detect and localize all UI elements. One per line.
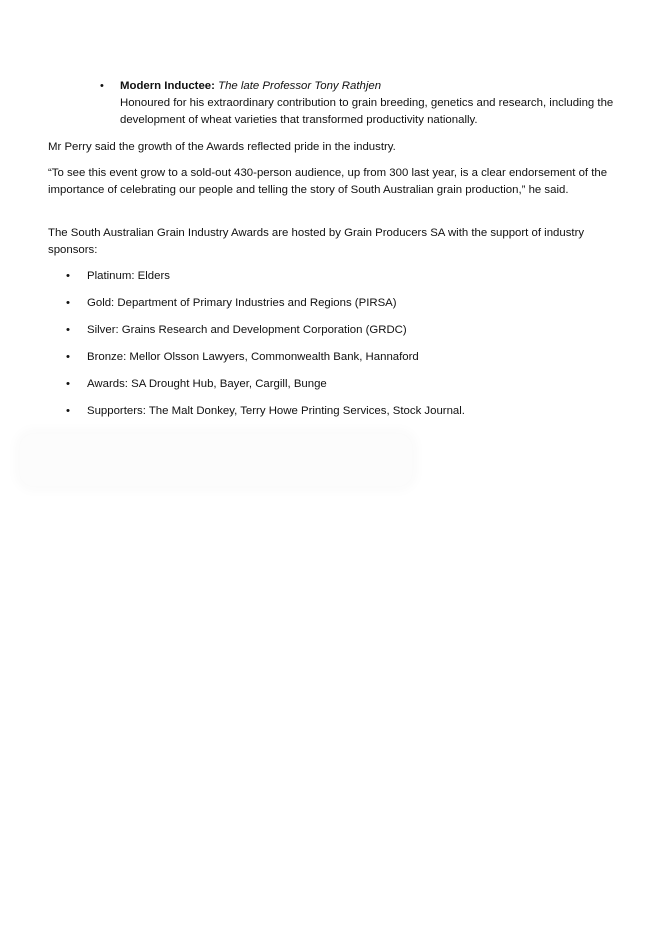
- bullet-icon: •: [100, 80, 104, 92]
- faint-shadow-box: [20, 434, 412, 486]
- bullet-icon: •: [66, 405, 70, 417]
- sponsor-text: Supporters: The Malt Donkey, Terry Howe Printing Services, Stock Journal.: [87, 405, 465, 417]
- sponsor-item-bronze: [66, 349, 626, 366]
- sponsor-item-platinum: [66, 268, 626, 285]
- sponsor-text: Platinum: Elders: [87, 270, 170, 282]
- bullet-icon: •: [66, 324, 70, 336]
- growth-paragraph: Mr Perry said the growth of the Awards reflected pride in the industry.: [48, 141, 396, 153]
- sponsor-item-silver: [66, 322, 626, 339]
- bullet-icon: •: [66, 297, 70, 309]
- modern-inductee-label: Modern Inductee:: [120, 80, 215, 92]
- modern-inductee-content: [120, 78, 620, 129]
- bullet-icon: •: [66, 270, 70, 282]
- sponsor-text: Silver: Grains Research and Development Corporation (GRDC): [87, 324, 407, 336]
- modern-inductee-item: [100, 78, 620, 129]
- bullet-icon: •: [66, 378, 70, 390]
- bullet-icon: •: [66, 351, 70, 363]
- sponsor-text: Awards: SA Drought Hub, Bayer, Cargill, Bunge: [87, 378, 327, 390]
- modern-inductee-name: The late Professor Tony Rathjen: [218, 80, 382, 92]
- sponsor-text: Gold: Department of Primary Industries and Regions (PIRSA): [87, 297, 397, 309]
- quote-paragraph: “To see this event grow to a sold-out 430-person audience, up from 300 last year, is a clear endorsement of the importance of celebrating our people and telling the story of South Australian grain production,” he said.: [48, 167, 608, 196]
- sponsor-list: [66, 268, 626, 430]
- modern-inductee-heading: [120, 78, 620, 95]
- sponsor-text: Bronze: Mellor Olsson Lawyers, Commonwealth Bank, Hannaford: [87, 351, 419, 363]
- sponsor-item-supporters: [66, 403, 626, 420]
- hosted-paragraph: The South Australian Grain Industry Awards are hosted by Grain Producers SA with the support of industry sponsors:: [48, 227, 585, 256]
- sponsor-item-awards: [66, 376, 626, 393]
- modern-inductee-description: Honoured for his extraordinary contribution to grain breeding, genetics and research, including the development of wheat varieties that transformed productivity nationally.: [120, 97, 614, 126]
- sponsor-item-gold: [66, 295, 626, 312]
